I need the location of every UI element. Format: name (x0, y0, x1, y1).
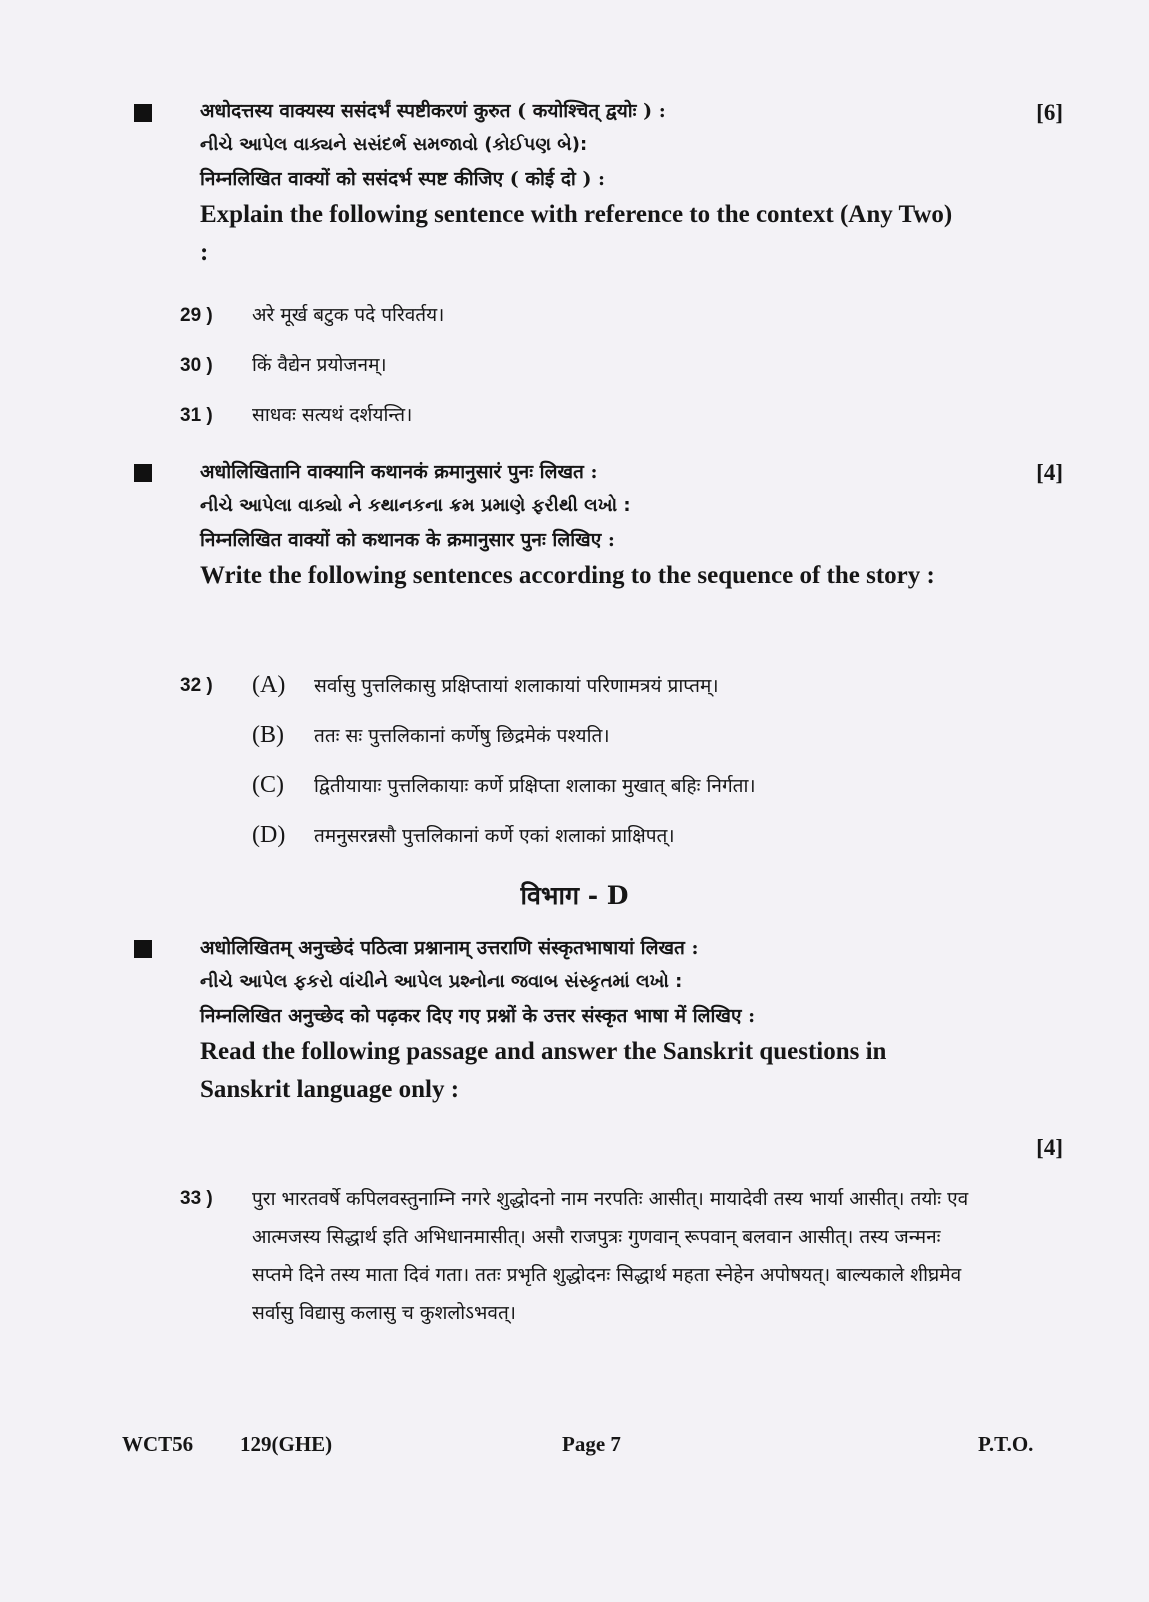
instruction-gujarati: નીચે આપેલ ફકરો વાંચીને આપેલ પ્રશ્નોના જવાબ સંસ્કૃતમાં લખો : (200, 971, 683, 992)
instruction-english: Read the following passage and answer the Sanskrit questions in Sanskrit language only : (200, 1038, 887, 1103)
question-number: 30 ) (180, 355, 213, 376)
square-bullet-icon (134, 464, 152, 482)
option-item (252, 760, 952, 811)
instruction-english: Explain the following sentence with reference to the context (Any Two) : (200, 201, 953, 266)
instruction-gujarati: નીચે આપેલ વાક્યને સસંદર્ભ સમજાવો (કોઈપણ બે): (200, 134, 588, 155)
square-bullet-icon (134, 104, 152, 122)
question-text: अरे मूर्ख बटुक पदे परिवर्तय। (252, 304, 445, 326)
instruction-hindi: निम्नलिखित वाक्यों को कथानक के क्रमानुसार पुनः लिखिए : (200, 529, 615, 551)
marks-label: [4] (1036, 460, 1063, 485)
instruction-sanskrit: अधोलिखितानि वाक्यानि कथानकं क्रमानुसारं पुनः लिखत : (200, 461, 598, 483)
marks-label: [4] (1036, 1135, 1063, 1160)
question-text: किं वैद्येन प्रयोजनम्। (252, 354, 387, 376)
instruction-sanskrit: अधोदत्तस्य वाक्यस्य ससंदर्भं स्पष्टीकरणं कुरुत ( कयोश्चित् द्वयोः ) : (200, 100, 666, 122)
question-number: 33 ) (180, 1188, 213, 1209)
option-item (252, 710, 952, 761)
instructions (200, 931, 970, 1109)
question-number: 32 ) (180, 675, 213, 696)
question-item (180, 390, 940, 441)
option-text: सर्वासु पुत्तलिकासु प्रक्षिप्तायां शलाकायां परिणामत्रयं प्राप्तम्। (314, 675, 719, 697)
instruction-gujarati: નીચે આપેલા વાક્યો ને કથાનકના ક્રમ પ્રમાણે ફરીથી લખો : (200, 495, 631, 516)
square-bullet-icon (134, 940, 152, 958)
passage (180, 1180, 970, 1332)
instructions (200, 455, 970, 595)
paper-code: 129(GHE) (240, 1432, 333, 1456)
instruction-english: Write the following sentences according to the sequence of the story : (200, 562, 935, 589)
question-item (180, 340, 940, 391)
section-heading: विभाग - D (520, 881, 629, 910)
option-label: (B) (252, 722, 284, 748)
option-label: (D) (252, 822, 286, 848)
instruction-sanskrit: अधोलिखितम् अनुच्छेदं पठित्वा प्रश्नानाम् उत्तराणि संस्कृतभाषायां लिखत : (200, 937, 699, 959)
pto-label: P.T.O. (978, 1432, 1034, 1456)
option-label: (C) (252, 772, 284, 798)
option-text: ततः सः पुत्तलिकानां कर्णेषु छिद्रमेकं पश्यति। (314, 725, 610, 747)
passage-text: पुरा भारतवर्षे कपिलवस्तुनाम्नि नगरे शुद्धोदनो नाम नरपतिः आसीत्। मायादेवी तस्य भार्या आसीत्। तयोः एव आत्मजस्य सिद्धार्थ इति अभिधानमासीत्। असौ राजपुत्रः गुणवान् रूपवान् बलवान आसीत्। तस्य जन्मनः सप्तमे दिने तस्य माता दिवं गता। ततः प्रभृति शुद्धोदनः सिद्धार्थ महता स्नेहेन अपोषयत्। बाल्यकाले शीघ्रमेव सर्वासु विद्यासु कलासु च कुशलोऽभवत्। (252, 1188, 969, 1324)
question-item (180, 290, 940, 341)
question-number: 29 ) (180, 305, 213, 326)
question-item (180, 660, 260, 711)
marks-label: [6] (1036, 100, 1063, 125)
question-number: 31 ) (180, 405, 213, 426)
instructions (200, 94, 970, 272)
instruction-hindi: निम्नलिखित अनुच्छेद को पढ़कर दिए गए प्रश्नों के उत्तर संस्कृत भाषा में लिखिए : (200, 1005, 756, 1027)
question-text: साधवः सत्यथं दर्शयन्ति। (252, 404, 413, 426)
instruction-hindi: निम्नलिखित वाक्यों को ससंदर्भ स्पष्ट कीजिए ( कोई दो ) : (200, 168, 606, 190)
page-number: Page 7 (562, 1432, 621, 1456)
option-label: (A) (252, 672, 286, 698)
exam-code: WCT56 (122, 1432, 194, 1456)
option-item (252, 660, 952, 711)
option-text: द्वितीयायाः पुत्तलिकायाः कर्णे प्रक्षिप्ता शलाका मुखात् बहिः निर्गता। (314, 775, 756, 797)
option-item (252, 810, 952, 861)
option-text: तमनुसरन्नसौ पुत्तलिकानां कर्णे एकां शलाकां प्राक्षिपत्। (314, 825, 675, 847)
